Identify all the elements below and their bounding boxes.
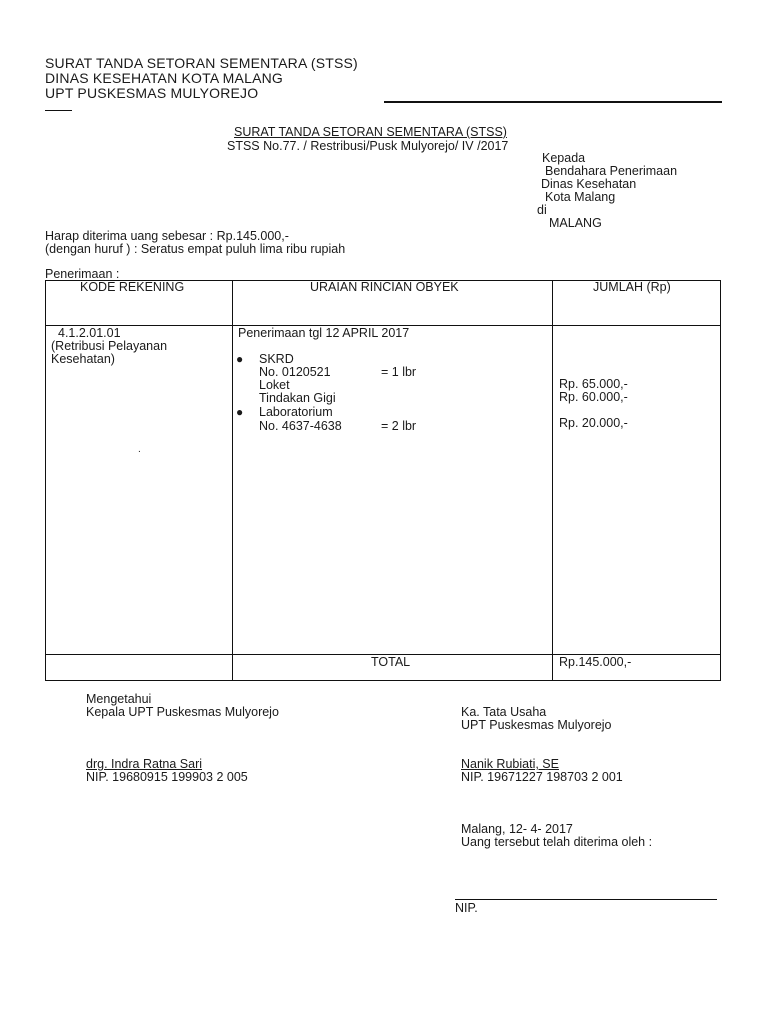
recipient-di: di [537,203,547,217]
left-signatory-name: drg. Indra Ratna Sari [86,757,203,771]
agency-header-line-1: SURAT TANDA SETORAN SEMENTARA (STSS) [45,55,358,71]
left-sign-label-1: Mengetahui [86,692,152,706]
amount-value: Rp. 60.000,- [559,390,628,404]
account-description-1: (Retribusi Pelayanan [51,339,168,353]
column-header-jumlah: JUMLAH (Rp) [593,280,671,294]
recipient-line-1: Bendahara Penerimaan [545,164,678,178]
place-date: Malang, 12- 4- 2017 [461,822,573,836]
amount-in-words: (dengan huruf ) : Seratus empat puluh lima ribu rupiah [45,242,346,256]
bullet-icon: ● [236,352,244,366]
recipient-city: MALANG [549,216,602,230]
document-title: SURAT TANDA SETORAN SEMENTARA (STSS) [234,125,507,139]
stray-dot: . [138,444,141,455]
table-border-left [45,280,46,680]
recipient-kepada: Kepada [542,151,586,165]
left-sign-label-2: Kepala UPT Puskesmas Mulyorejo [86,705,279,719]
right-signatory-name: Nanik Rubiati, SE [461,757,559,771]
right-sign-label-2: UPT Puskesmas Mulyorejo [461,718,612,732]
item-quantity: = 2 lbr [381,419,417,433]
account-code: 4.1.2.01.01 [58,326,121,340]
table-column-divider-2 [552,280,553,680]
receiver-nip: NIP. [455,901,478,915]
document-number: STSS No.77. / Restribusi/Pusk Mulyorejo/ IV /2017 [227,139,509,153]
amount-value: Rp. 65.000,- [559,377,628,391]
item-number: No. 4637-4638 [259,419,342,433]
account-description-2: Kesehatan) [51,352,115,366]
right-sign-label-1: Ka. Tata Usaha [461,705,547,719]
header-short-rule [45,110,72,111]
total-value: Rp.145.000,- [559,655,632,669]
item-sub-1: Loket [259,378,290,392]
item-title: Laboratorium [259,405,333,419]
agency-header-line-2: DINAS KESEHATAN KOTA MALANG [45,70,284,86]
recipient-line-3: Kota Malang [545,190,616,204]
table-caption: Penerimaan : [45,267,120,281]
header-rule [384,101,722,103]
bullet-icon: ● [236,405,244,419]
item-sub-2: Tindakan Gigi [259,391,336,405]
table-border-right [720,280,721,680]
column-header-uraian: URAIAN RINCIAN OBYEK [310,280,459,294]
agency-header-line-3: UPT PUSKESMAS MULYOREJO [45,85,259,101]
item-number: No. 0120521 [259,365,331,379]
item-title: SKRD [259,352,294,366]
column-header-kode: KODE REKENING [80,280,185,294]
left-signatory-nip: NIP. 19680915 199903 2 005 [86,770,248,784]
right-signatory-nip: NIP. 19671227 198703 2 001 [461,770,623,784]
amount-received: Harap diterima uang sebesar : Rp.145.000,- [45,229,289,243]
table-column-divider-1 [232,280,233,680]
total-label: TOTAL [371,655,411,669]
amount-value: Rp. 20.000,- [559,416,628,430]
recipient-line-2: Dinas Kesehatan [541,177,637,191]
table-border-bottom [45,680,721,681]
receipt-statement: Uang tersebut telah diterima oleh : [461,835,653,849]
receiver-signature-line [455,899,717,900]
item-quantity: = 1 lbr [381,365,417,379]
receipt-date-line: Penerimaan tgl 12 APRIL 2017 [238,326,410,340]
